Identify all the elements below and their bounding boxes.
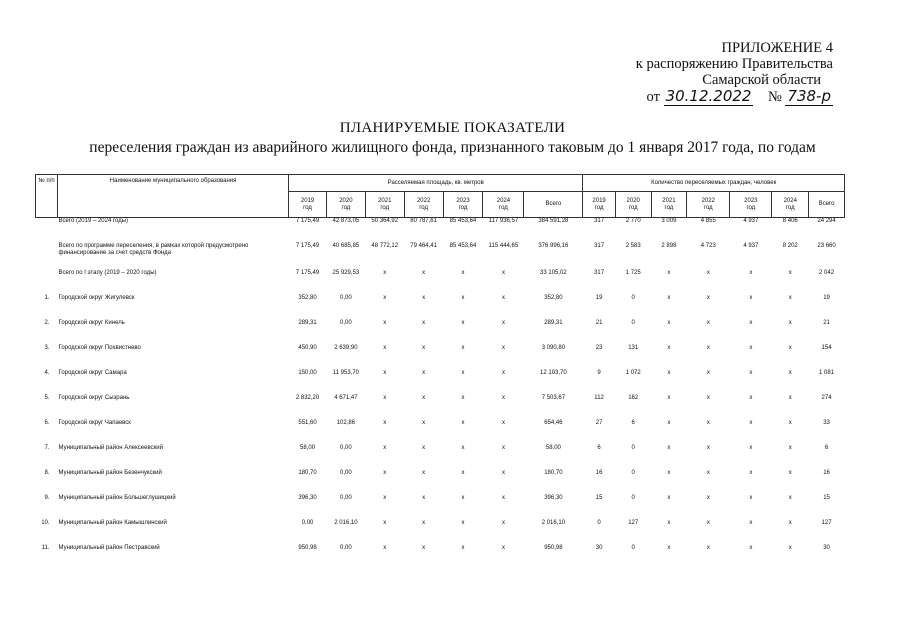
- row-name: Муниципальный район Алексеевский: [58, 445, 163, 451]
- area-year-header: [404, 192, 443, 218]
- area-value: x: [383, 445, 387, 451]
- area-value: 551,60: [298, 420, 317, 426]
- table-row: [36, 345, 845, 370]
- area-value: 396,30: [544, 495, 563, 501]
- people-value: x: [667, 495, 671, 501]
- area-value: x: [422, 420, 426, 426]
- people-value: x: [667, 395, 671, 401]
- area-value: 7 175,49: [295, 218, 320, 224]
- area-value: 4 671,47: [334, 395, 358, 401]
- area-total-header: Всего: [524, 192, 583, 218]
- people-value: 19: [595, 295, 603, 301]
- people-value: 131: [628, 345, 639, 351]
- date-prefix: от: [646, 89, 660, 105]
- area-value: x: [461, 545, 465, 551]
- area-value: x: [383, 520, 387, 526]
- area-value: x: [383, 495, 387, 501]
- year-label: 2023: [744, 197, 758, 204]
- people-value: 21: [823, 320, 830, 326]
- area-value: 376 996,16: [538, 243, 569, 249]
- area-value: 117 936,57: [488, 218, 519, 224]
- people-value: 23 660: [817, 243, 836, 249]
- area-value: x: [461, 395, 465, 401]
- row-number: 2.: [44, 320, 50, 326]
- area-value: x: [383, 545, 387, 551]
- row-name: Муниципальный район Безенчукский: [58, 470, 162, 476]
- area-value: 352,80: [544, 295, 563, 301]
- area-value: 0,00: [340, 320, 352, 326]
- people-value: 6: [824, 445, 829, 451]
- row-number: [36, 270, 58, 295]
- doc-title: ПЛАНИРУЕМЫЕ ПОКАЗАТЕЛИ: [339, 120, 566, 136]
- people-value: 1 072: [625, 370, 641, 376]
- area-value: 450,90: [298, 345, 317, 351]
- area-value: 0,00: [340, 470, 352, 476]
- date-value: 30.12.2022: [665, 87, 752, 105]
- area-value: 950,98: [298, 545, 317, 551]
- people-value: x: [706, 520, 710, 526]
- area-value: 115 444,65: [488, 243, 519, 249]
- row-number: 3.: [44, 345, 50, 351]
- area-value: 396,30: [298, 495, 317, 501]
- people-value: x: [749, 295, 753, 301]
- row-number: 7.: [44, 445, 50, 451]
- people-total-header: Всего: [809, 192, 845, 218]
- appendix-date-number: [623, 88, 833, 105]
- year-label: 2021: [662, 197, 676, 204]
- area-value: 25 929,53: [332, 270, 360, 276]
- people-value: x: [706, 270, 710, 276]
- people-value: 16: [595, 470, 603, 476]
- people-value: x: [667, 370, 671, 376]
- year-label: 2020: [339, 197, 353, 204]
- people-value: x: [788, 495, 792, 501]
- area-value: 2 016,10: [541, 520, 566, 526]
- area-value: x: [383, 270, 387, 276]
- people-value: 1 081: [819, 370, 835, 376]
- table-row: [36, 470, 845, 495]
- table-row: [36, 395, 845, 420]
- people-value: x: [706, 470, 710, 476]
- people-year-header: [772, 192, 809, 218]
- area-value: 50 364,92: [371, 218, 399, 224]
- area-value: x: [383, 420, 387, 426]
- doc-subtitle: переселения граждан из аварийного жилищного фонда, признанного таковым до 1 января 2017 года, по годам: [89, 139, 816, 156]
- area-value: x: [422, 295, 426, 301]
- table-row: [36, 445, 845, 470]
- people-value: x: [749, 495, 753, 501]
- area-value: x: [501, 520, 505, 526]
- area-value: 289,31: [298, 320, 317, 326]
- people-value: x: [788, 345, 792, 351]
- year-label: 2024: [496, 197, 511, 204]
- area-value: 85 453,64: [449, 218, 477, 224]
- year-unit-label: год: [628, 204, 638, 211]
- people-value: x: [706, 295, 710, 301]
- row-number: 8.: [44, 470, 50, 476]
- people-value: 2 770: [625, 218, 641, 224]
- area-value: x: [461, 445, 465, 451]
- row-number: 10.: [41, 520, 50, 526]
- area-value: x: [422, 345, 426, 351]
- area-value: x: [422, 545, 426, 551]
- row-number: [36, 218, 58, 244]
- people-value: 127: [628, 520, 639, 526]
- people-value: 4 723: [700, 243, 716, 249]
- table-row: [36, 320, 845, 345]
- area-value: x: [422, 470, 426, 476]
- area-value: 0,00: [340, 295, 352, 301]
- people-value: x: [667, 545, 671, 551]
- area-value: x: [501, 495, 505, 501]
- area-value: 33 105,02: [540, 270, 567, 276]
- people-value: x: [706, 420, 710, 426]
- people-value: 0: [631, 495, 635, 501]
- row-name: Муниципальный район Пестравский: [58, 545, 160, 551]
- people-value: 0: [631, 545, 635, 551]
- appendix-block: [623, 40, 833, 105]
- area-value: x: [461, 320, 465, 326]
- area-value: 950,98: [544, 545, 563, 551]
- area-value: 654,46: [544, 420, 563, 426]
- people-value: 24 294: [817, 218, 836, 224]
- area-value: 2 016,10: [334, 520, 358, 526]
- year-unit-label: год: [594, 204, 604, 211]
- people-year-header: [583, 192, 616, 218]
- year-unit-label: год: [419, 204, 428, 211]
- people-value: 317: [594, 270, 605, 276]
- people-value: 21: [595, 320, 603, 326]
- year-label: 2020: [626, 197, 640, 204]
- row-number: 11.: [41, 545, 50, 551]
- area-value: x: [383, 470, 387, 476]
- people-value: 112: [594, 395, 604, 401]
- people-value: 4 937: [743, 218, 759, 224]
- people-value: x: [667, 345, 671, 351]
- people-year-header: [730, 192, 772, 218]
- people-value: 27: [595, 420, 603, 426]
- people-value: x: [749, 420, 753, 426]
- area-value: x: [461, 295, 465, 301]
- people-value: 0: [631, 445, 635, 451]
- area-value: 180,70: [544, 470, 563, 476]
- area-value: x: [422, 445, 426, 451]
- people-value: 0: [631, 295, 635, 301]
- area-value: x: [461, 420, 465, 426]
- year-label: 2024: [783, 197, 797, 204]
- area-value: 384 591,28: [538, 218, 569, 224]
- area-value: x: [383, 295, 387, 301]
- row-name: Городской округ Чапаевск: [58, 420, 131, 426]
- area-year-header: [326, 192, 365, 218]
- row-name: Всего по I этапу (2019 – 2020 годы): [58, 270, 157, 276]
- area-value: x: [383, 370, 387, 376]
- people-value: x: [706, 545, 710, 551]
- people-value: 9: [597, 370, 601, 376]
- people-value: x: [788, 420, 792, 426]
- year-unit-label: год: [664, 204, 674, 211]
- area-value: x: [422, 270, 426, 276]
- row-name: Городской округ Кинель: [58, 320, 125, 326]
- year-label: 2022: [416, 197, 431, 204]
- table-row: [36, 270, 845, 295]
- group-header-people: Количество переселяемых граждан, человек: [583, 175, 845, 192]
- people-value: x: [788, 545, 792, 551]
- row-name: Городской округ Жигулевск: [58, 295, 135, 301]
- area-value: x: [461, 520, 465, 526]
- people-value: x: [788, 470, 792, 476]
- area-year-header: [365, 192, 404, 218]
- people-value: 33: [823, 420, 830, 426]
- people-value: 1 725: [625, 270, 641, 276]
- year-label: 2022: [701, 197, 715, 204]
- people-value: x: [788, 520, 792, 526]
- year-unit-label: год: [499, 204, 508, 211]
- people-value: x: [667, 320, 671, 326]
- area-value: 85 453,64: [449, 243, 477, 249]
- people-value: x: [667, 470, 671, 476]
- area-value: 11 953,70: [332, 370, 360, 376]
- people-value: 317: [594, 218, 605, 224]
- area-value: 58,00: [545, 445, 561, 451]
- people-value: x: [749, 520, 753, 526]
- area-value: 42 873,05: [332, 218, 360, 224]
- people-value: 0: [631, 320, 635, 326]
- appendix-title: ПРИЛОЖЕНИЕ 4: [721, 40, 833, 56]
- number-value: 738-р: [787, 87, 831, 105]
- people-value: x: [788, 370, 792, 376]
- year-unit-label: год: [380, 204, 390, 211]
- people-value: 4 855: [700, 218, 716, 224]
- people-value: 154: [821, 345, 832, 351]
- area-value: x: [422, 520, 426, 526]
- table-row: [36, 218, 845, 244]
- people-value: 274: [821, 395, 832, 401]
- people-value: 15: [595, 495, 603, 501]
- people-year-header: [687, 192, 730, 218]
- area-value: 79 464,41: [410, 243, 437, 249]
- people-value: x: [788, 320, 792, 326]
- row-name: Городской округ Самара: [58, 370, 127, 376]
- people-value: 6: [597, 445, 601, 451]
- people-value: x: [706, 395, 710, 401]
- area-value: 0,00: [340, 545, 352, 551]
- year-label: 2023: [456, 197, 470, 204]
- people-value: x: [667, 420, 671, 426]
- area-value: 58,00: [300, 445, 316, 451]
- people-value: x: [788, 395, 792, 401]
- area-value: 3 090,80: [541, 345, 566, 351]
- people-value: x: [749, 345, 753, 351]
- people-value: 127: [821, 520, 832, 526]
- table-row: [36, 495, 845, 520]
- area-year-header: [443, 192, 483, 218]
- people-value: x: [667, 270, 671, 276]
- people-value: 4 937: [743, 243, 759, 249]
- people-value: x: [749, 370, 753, 376]
- row-name: Муниципальный район Большеглушицкий: [58, 495, 176, 501]
- area-value: 7 503,67: [541, 395, 566, 401]
- people-value: x: [749, 545, 753, 551]
- area-value: 102,86: [336, 420, 356, 426]
- table-row: [36, 545, 845, 570]
- people-value: x: [706, 320, 710, 326]
- people-value: x: [749, 445, 753, 451]
- number-prefix: №: [767, 89, 782, 105]
- area-value: 180,70: [298, 470, 317, 476]
- area-value: x: [461, 270, 465, 276]
- people-value: 8 202: [782, 243, 798, 249]
- area-value: x: [461, 345, 465, 351]
- area-value: 0,00: [340, 445, 352, 451]
- area-value: 289,31: [544, 320, 563, 326]
- indicators-table-wrap: [35, 174, 845, 570]
- area-value: 12 103,70: [540, 370, 567, 376]
- row-number: 6.: [44, 420, 50, 426]
- people-value: 3 009: [661, 218, 677, 224]
- area-value: x: [383, 395, 387, 401]
- people-year-header: [615, 192, 651, 218]
- people-year-header: [651, 192, 687, 218]
- year-label: 2019: [592, 197, 606, 204]
- area-value: x: [422, 320, 426, 326]
- area-value: x: [501, 395, 505, 401]
- area-value: x: [422, 395, 426, 401]
- area-value: x: [501, 295, 505, 301]
- area-value: 48 772,12: [371, 243, 399, 249]
- people-value: 2 042: [819, 270, 835, 276]
- area-value: x: [501, 445, 505, 451]
- area-value: 352,80: [298, 295, 317, 301]
- people-value: x: [749, 320, 753, 326]
- people-value: 0: [597, 520, 601, 526]
- area-value: 40 685,85: [332, 243, 360, 249]
- year-unit-label: год: [785, 204, 795, 211]
- people-value: 15: [823, 495, 830, 501]
- area-value: x: [383, 345, 387, 351]
- area-value: 2 639,90: [334, 345, 358, 351]
- people-value: x: [667, 520, 671, 526]
- area-value: x: [501, 470, 505, 476]
- indicators-table: [35, 174, 845, 570]
- people-value: 30: [595, 545, 603, 551]
- people-value: 8 406: [782, 218, 798, 224]
- row-number: 5.: [44, 395, 50, 401]
- area-value: x: [461, 470, 465, 476]
- year-label: 2021: [378, 197, 392, 204]
- area-value: 80 787,61: [410, 218, 437, 224]
- row-number: [36, 243, 58, 270]
- people-value: 19: [823, 295, 830, 301]
- year-unit-label: год: [746, 204, 756, 211]
- area-value: 0,00: [340, 495, 352, 501]
- area-value: 0,00: [301, 520, 314, 526]
- table-row: [36, 243, 845, 270]
- area-value: x: [501, 545, 505, 551]
- people-value: 2 583: [625, 243, 641, 249]
- people-value: x: [788, 270, 792, 276]
- people-value: x: [706, 370, 710, 376]
- area-year-header: [483, 192, 524, 218]
- area-value: 150,00: [298, 370, 317, 376]
- area-value: 2 832,20: [295, 395, 320, 401]
- area-value: x: [501, 320, 505, 326]
- group-header-area: Расселяемая площадь, кв. метров: [289, 175, 583, 192]
- table-row: [36, 295, 845, 320]
- row-number: 9.: [44, 495, 50, 501]
- row-name: Городской округ Сызрань: [58, 395, 130, 401]
- people-value: 23: [595, 345, 603, 351]
- people-value: x: [667, 295, 671, 301]
- area-value: x: [383, 320, 387, 326]
- area-year-header: [289, 192, 327, 218]
- area-value: x: [501, 270, 505, 276]
- year-unit-label: год: [703, 204, 713, 211]
- area-value: x: [422, 370, 426, 376]
- row-name: Всего по программе переселения, в рамках которой предусмотрено финансирование за счет средств Фонда: [58, 243, 249, 256]
- col-header-no: № п/п: [36, 175, 58, 218]
- row-name: Муниципальный район Камышлинский: [58, 520, 167, 526]
- people-value: x: [749, 470, 753, 476]
- people-value: x: [749, 395, 753, 401]
- appendix-line-2: к распоряжению Правительства: [635, 56, 833, 72]
- people-value: 6: [631, 420, 635, 426]
- area-value: x: [422, 495, 426, 501]
- year-label: 2019: [300, 197, 315, 204]
- people-value: 16: [823, 470, 830, 476]
- area-value: x: [461, 495, 465, 501]
- people-value: x: [788, 445, 792, 451]
- col-header-name: Наименование муниципального образования: [58, 175, 289, 218]
- area-value: x: [501, 345, 505, 351]
- people-value: 317: [594, 243, 605, 249]
- table-row: [36, 420, 845, 445]
- people-value: 0: [631, 470, 635, 476]
- area-value: 7 175,49: [295, 243, 320, 249]
- row-number: 1.: [44, 295, 50, 301]
- people-value: x: [706, 345, 710, 351]
- people-value: 2 898: [661, 243, 677, 249]
- table-row: [36, 370, 845, 395]
- year-unit-label: год: [341, 204, 351, 211]
- area-value: 7 175,49: [295, 270, 320, 276]
- row-name: Всего (2019 – 2024 годы): [58, 218, 129, 224]
- table-row: [36, 520, 845, 545]
- year-unit-label: год: [303, 204, 312, 211]
- people-value: x: [788, 295, 792, 301]
- people-value: x: [749, 270, 753, 276]
- year-unit-label: год: [458, 204, 468, 211]
- people-value: x: [706, 445, 710, 451]
- area-value: x: [501, 370, 505, 376]
- people-value: 30: [823, 545, 830, 551]
- row-number: 4.: [44, 370, 50, 376]
- row-name: Городской округ Похвистнево: [58, 345, 141, 351]
- people-value: x: [667, 445, 671, 451]
- area-value: x: [461, 370, 465, 376]
- appendix-line-3: Самарской области: [702, 72, 821, 88]
- area-value: x: [501, 420, 505, 426]
- people-value: x: [706, 495, 710, 501]
- people-value: 162: [628, 395, 639, 401]
